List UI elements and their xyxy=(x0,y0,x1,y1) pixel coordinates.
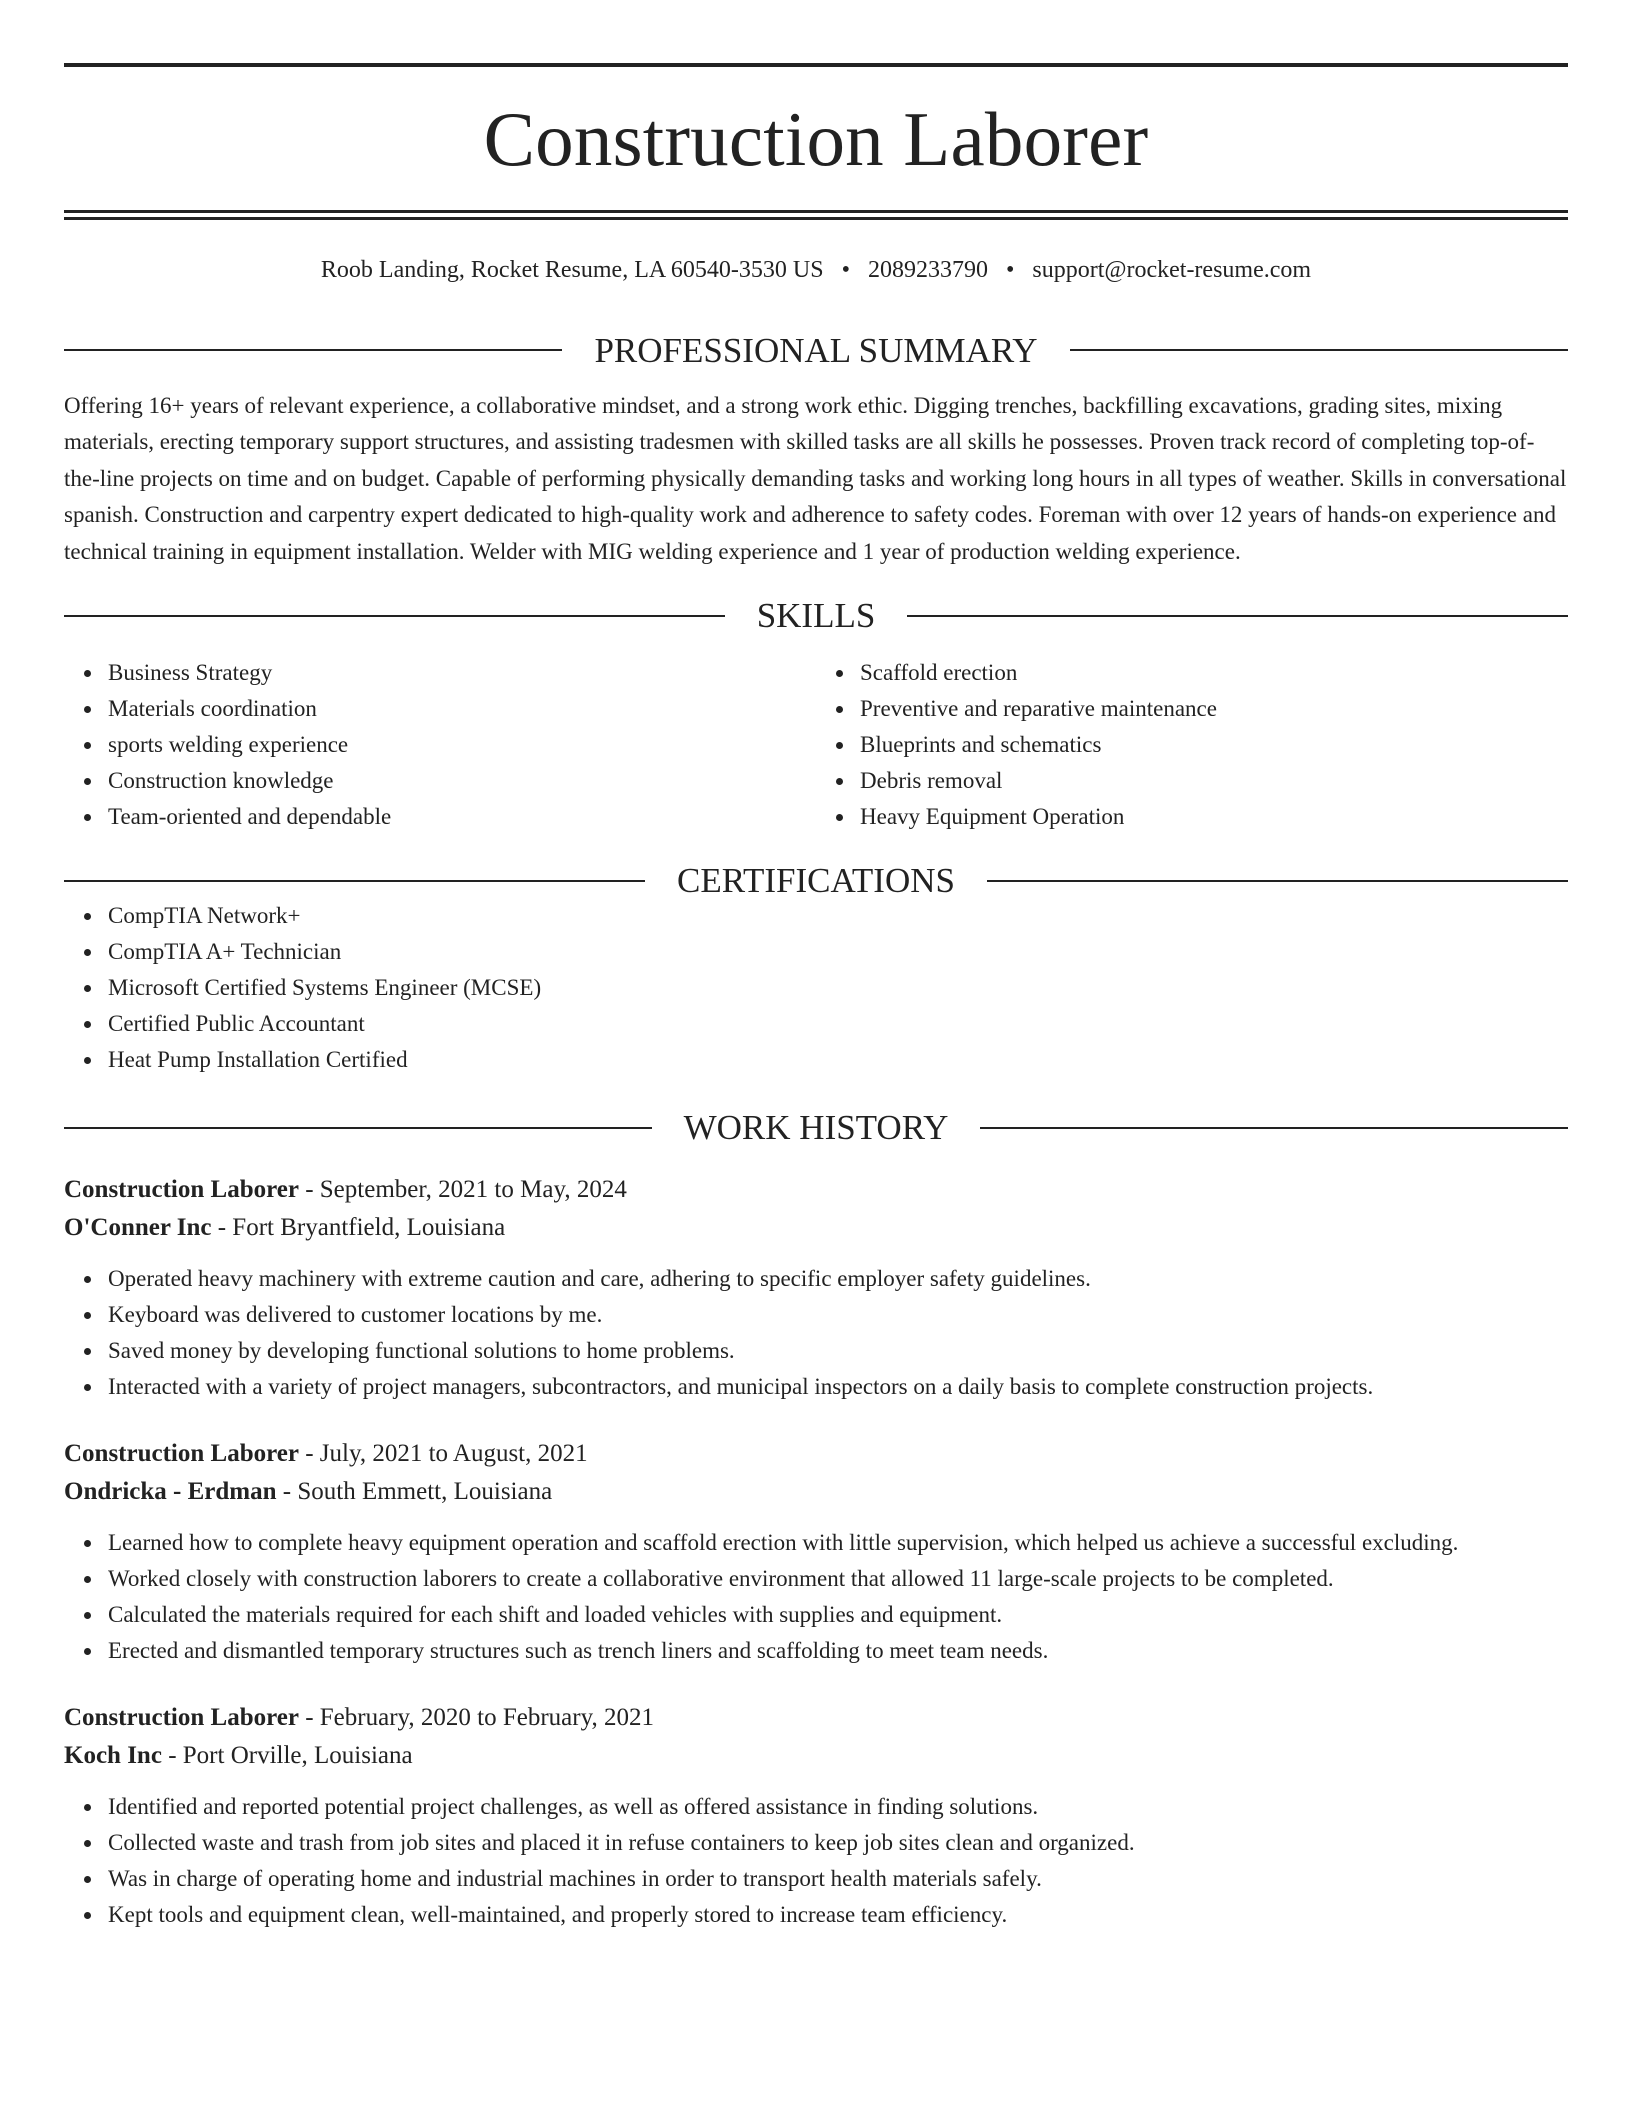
job-entry xyxy=(64,1699,1568,1933)
job-title-line xyxy=(64,1435,1568,1473)
job-dates: - July, 2021 to August, 2021 xyxy=(298,1440,588,1468)
resume-title: Construction Laborer xyxy=(483,96,1149,182)
certification-item: CompTIA Network+ xyxy=(108,898,1568,934)
skills-grid xyxy=(64,655,1568,835)
certifications-list xyxy=(64,898,1568,1078)
section-heading-work-history xyxy=(64,1108,1568,1148)
job-duty: Operated heavy machinery with extreme caution and care, adhering to specific employer safety guidelines. xyxy=(108,1261,1568,1297)
section-heading-skills xyxy=(64,596,1568,636)
job-duty: Keyboard was delivered to customer locations by me. xyxy=(108,1297,1568,1333)
heading-rule xyxy=(64,1127,652,1129)
job-duty: Erected and dismantled temporary structures such as trench liners and scaffolding to meet team needs. xyxy=(108,1633,1568,1669)
skill-item: Blueprints and schematics xyxy=(860,727,1568,763)
job-title-line xyxy=(64,1699,1568,1737)
job-duty: Interacted with a variety of project managers, subcontractors, and municipal inspectors on a daily basis to complete construction projects. xyxy=(108,1369,1568,1405)
job-duty: Worked closely with construction laborers to create a collaborative environment that allowed 11 large-scale projects to be completed. xyxy=(108,1561,1568,1597)
contact-phone: 2089233790 xyxy=(867,257,988,283)
top-rule xyxy=(64,63,1568,67)
summary-text: Offering 16+ years of relevant experience, a collaborative mindset, and a strong work ethic. Digging trenches, backfilling excavations, grading sites, mixing materials, erecting temporary support structures, and assisting tradesmen with skilled tasks are all skills he possesses. Proven track record of completing top-of-the-line projects on time and on budget. Capable of performing physically demanding tasks and working long hours in all types of weather. Skills in conversational spanish. Construction and carpentry expert dedicated to high-quality work and adherence to safety codes. Foreman with over 12 years of hands-on experience and technical training in equipment installation. Welder with MIG welding experience and 1 year of production welding experience. xyxy=(64,392,1567,564)
heading-rule xyxy=(64,615,725,617)
job-location: - Fort Bryantfield, Louisiana xyxy=(211,1214,506,1242)
job-duty: Learned how to complete heavy equipment operation and scaffold erection with little supervision, which helped us achieve a successful excluding. xyxy=(108,1525,1568,1561)
skill-item: Materials coordination xyxy=(108,691,816,727)
job-duty: Was in charge of operating home and industrial machines in order to transport health materials safely. xyxy=(108,1861,1568,1897)
heading-rule xyxy=(987,880,1568,882)
job-duty: Saved money by developing functional solutions to home problems. xyxy=(108,1333,1568,1369)
job-title: Construction Laborer xyxy=(64,1704,299,1732)
section-heading-certifications xyxy=(64,861,1568,901)
contact-separator: • xyxy=(841,257,850,283)
contact-line xyxy=(64,256,1568,285)
job-title-line xyxy=(64,1171,1568,1209)
job-company: Ondricka - Erdman xyxy=(64,1478,277,1506)
job-duties xyxy=(64,1261,1568,1405)
heading-rule xyxy=(1070,349,1568,351)
contact-address: Roob Landing, Rocket Resume, LA 60540-3530 US xyxy=(320,257,824,283)
heading-rule xyxy=(980,1127,1568,1129)
heading-rule xyxy=(64,349,562,351)
skill-item: Team-oriented and dependable xyxy=(108,799,816,835)
certification-item: Heat Pump Installation Certified xyxy=(108,1042,1568,1078)
job-duties xyxy=(64,1525,1568,1669)
certification-item: Microsoft Certified Systems Engineer (MCSE) xyxy=(108,970,1568,1006)
job-location: - South Emmett, Louisiana xyxy=(276,1478,553,1506)
section-heading-summary xyxy=(64,330,1568,370)
contact-separator: • xyxy=(1005,257,1015,283)
certification-item: CompTIA A+ Technician xyxy=(108,934,1568,970)
job-company: Koch Inc xyxy=(64,1742,162,1770)
job-entry xyxy=(64,1171,1568,1405)
section-title: CERTIFICATIONS xyxy=(677,861,955,901)
heading-rule xyxy=(907,615,1568,617)
job-duty: Collected waste and trash from job sites and placed it in refuse containers to keep job sites clean and organized. xyxy=(108,1825,1568,1861)
skill-item: sports welding experience xyxy=(108,727,816,763)
job-duty: Kept tools and equipment clean, well-maintained, and properly stored to increase team efficiency. xyxy=(108,1897,1568,1933)
heading-rule xyxy=(64,880,645,882)
skill-item: Preventive and reparative maintenance xyxy=(860,691,1568,727)
job-title: Construction Laborer xyxy=(64,1440,299,1468)
job-dates: - February, 2020 to February, 2021 xyxy=(298,1704,654,1732)
job-company-line xyxy=(64,1209,1568,1247)
section-title: PROFESSIONAL SUMMARY xyxy=(594,330,1038,370)
skill-item: Heavy Equipment Operation xyxy=(860,799,1568,835)
job-duties xyxy=(64,1789,1568,1933)
double-rule xyxy=(64,210,1568,220)
job-entry xyxy=(64,1435,1568,1669)
certification-item: Certified Public Accountant xyxy=(108,1006,1568,1042)
skill-item: Business Strategy xyxy=(108,655,816,691)
job-company-line xyxy=(64,1737,1568,1775)
job-location: - Port Orville, Louisiana xyxy=(161,1742,413,1770)
skill-item: Construction knowledge xyxy=(108,763,816,799)
contact-email: support@rocket-resume.com xyxy=(1032,257,1312,283)
job-company: O'Conner Inc xyxy=(64,1214,212,1242)
job-duty: Calculated the materials required for each shift and loaded vehicles with supplies and equipment. xyxy=(108,1597,1568,1633)
section-title: WORK HISTORY xyxy=(683,1108,949,1148)
skills-list-left xyxy=(64,655,816,835)
skills-list-right xyxy=(816,655,1568,835)
job-title: Construction Laborer xyxy=(64,1176,299,1204)
skill-item: Scaffold erection xyxy=(860,655,1568,691)
job-duty: Identified and reported potential project challenges, as well as offered assistance in finding solutions. xyxy=(108,1789,1568,1825)
skill-item: Debris removal xyxy=(860,763,1568,799)
job-company-line xyxy=(64,1473,1568,1511)
job-dates: - September, 2021 to May, 2024 xyxy=(298,1176,627,1204)
section-title: SKILLS xyxy=(756,596,876,636)
